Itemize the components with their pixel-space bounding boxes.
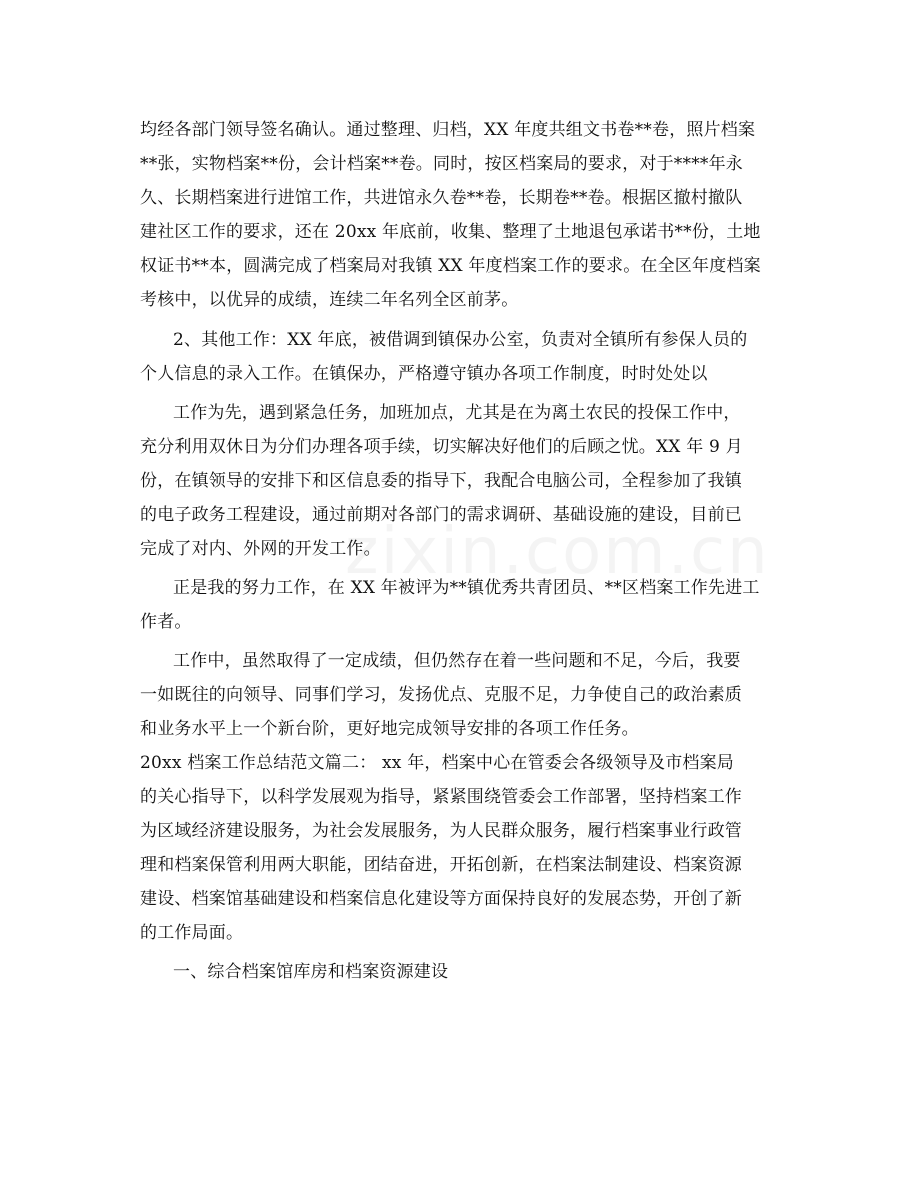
text-line: 和业务水平上一个新台阶，更好地完成领导安排的各项工作任务。 <box>140 719 639 739</box>
text-line: 份，在镇领导的安排下和区信息委的指导下，我配合电脑公司，全程参加了我镇 <box>140 471 742 491</box>
text-line: 的电子政务工程建设，通过前期对各部门的需求调研、基础设施的建设，目前已 <box>140 505 742 525</box>
text-line: 理和档案保管利用两大职能，团结奋进，开拓创新，在档案法制建设、档案资源 <box>140 855 742 875</box>
text-line: **张，实物档案**份，会计档案**卷。同时，按区档案局的要求，对于****年永 <box>140 154 743 174</box>
text-line: 充分利用双休日为分们办理各项手续，切实解决好他们的后顾之忧。XX 年 9 月 <box>140 437 743 457</box>
text-line: 建设、档案馆基础建设和档案信息化建设等方面保持良好的发展态势，开创了新 <box>140 889 742 909</box>
text-line: 个人信息的录入工作。在镇保办，严格遵守镇办各项工作制度，时时处处以 <box>140 364 708 384</box>
text-line: 权证书**本，圆满完成了档案局对我镇 XX 年度档案工作的要求。在全区年度档案 <box>140 256 761 276</box>
text-line: 均经各部门领导签名确认。通过整理、归档，XX 年度共组文书卷**卷，照片档案 <box>140 120 756 140</box>
text-line: 的工作局面。 <box>140 923 244 943</box>
text-line: 正是我的努力工作，在 XX 年被评为**镇优秀共青团员、**区档案工作先进工 <box>173 578 760 598</box>
text-line: 工作为先，遇到紧急任务，加班加点，尤其是在为离土农民的投保工作中， <box>173 403 741 423</box>
text-line: 建社区工作的要求，还在 20xx 年底前，收集、整理了土地退包承诺书**份，土地 <box>140 222 761 242</box>
text-line: 为区域经济建设服务，为社会发展服务，为人民群众服务，履行档案事业行政管 <box>140 821 742 841</box>
text-line: 的关心指导下，以科学发展观为指导，紧紧围绕管委会工作部署，坚持档案工作 <box>140 787 742 807</box>
text-line: 完成了对内、外网的开发工作。 <box>140 539 381 559</box>
text-line: 2、其他工作：XX 年底，被借调到镇保办公室，负责对全镇所有参保人员的 <box>173 330 748 350</box>
subheading-line: 一、综合档案馆库房和档案资源建设 <box>173 962 449 982</box>
section-title-line: 20xx 档案工作总结范文篇二： xx 年，档案中心在管委会各级领导及市档案局 <box>140 753 734 773</box>
text-line: 作者。 <box>140 612 192 632</box>
text-line: 一如既往的向领导、同事们学习，发扬优点、克服不足，力争使自己的政治素质 <box>140 685 742 705</box>
text-line: 久、长期档案进行进馆工作，共进馆永久卷**卷，长期卷**卷。根据区撤村撤队 <box>140 188 743 208</box>
text-line: 考核中，以优异的成绩，连续二年名列全区前茅。 <box>140 290 519 310</box>
text-line: 工作中，虽然取得了一定成绩，但仍然存在着一些问题和不足，今后，我要 <box>173 651 741 671</box>
